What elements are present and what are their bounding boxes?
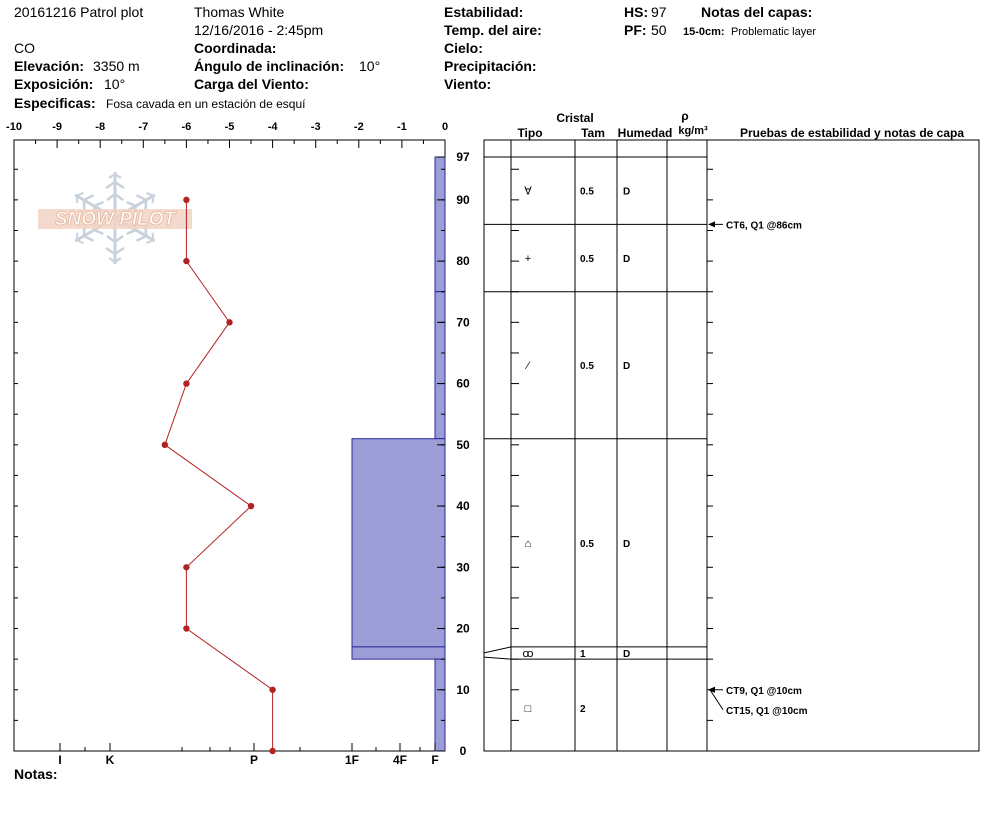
temperature-point — [226, 319, 232, 325]
grain-type-symbol: + — [524, 253, 532, 266]
layer-note-range: 15-0cm: — [683, 26, 725, 38]
header-tests: Pruebas de estabilidad y notas de capa — [739, 126, 965, 140]
hardness-bar — [352, 647, 445, 659]
elevation-label: Elevación: — [14, 58, 85, 74]
temperature-tick-label: -4 — [267, 121, 278, 133]
logo-text: SNOW PILOT — [54, 209, 176, 230]
hs-value: 97 — [651, 4, 667, 20]
header-crystal: Cristal — [556, 111, 594, 125]
hardness-tick-label: 4F — [392, 753, 408, 767]
stability-test-label: CT6, Q1 @86cm — [726, 220, 802, 232]
temperature-point — [183, 625, 189, 631]
temperature-point — [183, 197, 189, 203]
height-tick-label: 70 — [456, 315, 470, 330]
hardness-tick-label: F — [431, 753, 439, 767]
hardness-tick-label: 1F — [344, 753, 360, 767]
temperature-tick-label: -10 — [6, 121, 22, 133]
layer-connector — [484, 657, 511, 659]
temperature-point — [183, 258, 189, 264]
pf-label: PF: — [624, 22, 647, 38]
grain-type-symbol: ꝏ — [522, 648, 534, 661]
hardness-tick-label: P — [249, 753, 259, 767]
layer-connector — [484, 647, 511, 653]
temperature-tick-label: -9 — [52, 121, 62, 133]
header-density-unit: kg/m³ — [678, 125, 708, 137]
height-tick-label: 80 — [456, 254, 470, 269]
layer-note-text: Problematic layer — [731, 26, 816, 38]
notes-label: Notas: — [14, 766, 58, 782]
header-type: Tipo — [517, 126, 543, 140]
stability-arrow-head — [708, 221, 715, 227]
temperature-tick-label: -2 — [353, 121, 364, 133]
aspect-value: 10° — [104, 76, 126, 92]
height-tick-label: 90 — [456, 192, 470, 207]
wind-label: Viento: — [444, 76, 492, 92]
stability-arrow-line — [710, 690, 723, 710]
grain-size: 1 — [580, 649, 586, 661]
specifics-value: Fosa cavada en un estación de esquí — [106, 97, 306, 111]
height-tick-label: 40 — [456, 499, 470, 514]
moisture-value: D — [623, 649, 631, 661]
grain-size: 2 — [580, 704, 586, 716]
moisture-value: D — [623, 186, 631, 198]
grain-size: 0.5 — [580, 538, 594, 550]
temperature-point — [162, 442, 168, 448]
height-tick-label: 20 — [456, 621, 470, 636]
hardness-bar — [435, 659, 445, 751]
header-rho: ρ — [681, 109, 689, 123]
hardness-tick-label: K — [105, 753, 115, 767]
header-size: Tam — [581, 126, 605, 140]
precipitation-label: Precipitación: — [444, 58, 537, 74]
grain-type-symbol: □ — [524, 703, 532, 716]
height-tick-label: 60 — [456, 376, 470, 391]
location: CO — [14, 40, 35, 56]
height-tick-label: 10 — [456, 682, 470, 697]
temperature-tick-label: -8 — [95, 121, 106, 133]
air-temp-label: Temp. del aire: — [444, 22, 542, 38]
coordinate-label: Coordinada: — [194, 40, 277, 56]
height-tick-label: 97 — [456, 150, 470, 164]
temperature-point — [248, 503, 254, 509]
elevation-value: 3350 m — [93, 58, 140, 74]
stability-test-label: CT15, Q1 @10cm — [726, 705, 808, 717]
temperature-point — [269, 687, 275, 693]
temperature-tick-label: -5 — [224, 121, 235, 133]
temperature-point — [269, 748, 275, 754]
header-moisture: Humedad — [617, 126, 673, 140]
grain-size: 0.5 — [580, 186, 594, 198]
observation-datetime: 12/16/2016 - 2:45pm — [194, 22, 324, 38]
grain-size: 0.5 — [580, 254, 594, 266]
wind-load-label: Carga del Viento: — [194, 76, 309, 92]
observer-name: Thomas White — [194, 4, 285, 20]
hardness-bar — [352, 439, 445, 647]
height-tick-label: 30 — [456, 560, 470, 575]
moisture-value: D — [623, 361, 631, 373]
grain-type-symbol: ∀ — [524, 185, 532, 198]
temperature-tick-label: -3 — [310, 121, 321, 133]
moisture-value: D — [623, 254, 631, 266]
temperature-tick-label: -7 — [138, 121, 149, 133]
specifics-label: Especificas: — [14, 95, 96, 111]
stability-test-label: CT9, Q1 @10cm — [726, 685, 802, 697]
temperature-tick-label: 0 — [441, 121, 449, 133]
hs-label: HS: — [624, 4, 649, 20]
temperature-tick-label: -6 — [181, 121, 192, 133]
temperature-profile-line — [165, 200, 273, 751]
plot-title: 20161216 Patrol plot — [14, 4, 144, 20]
hardness-tick-label: I — [58, 753, 62, 767]
layer-notes-label: Notas del capas: — [701, 4, 813, 20]
grain-size: 0.5 — [580, 361, 594, 373]
sky-label: Cielo: — [444, 40, 483, 56]
temperature-point — [183, 380, 189, 386]
aspect-label: Exposición: — [14, 76, 94, 92]
pf-value: 50 — [651, 22, 667, 38]
stability-label: Estabilidad: — [444, 4, 524, 20]
height-tick-label: 0 — [459, 744, 467, 758]
height-tick-label: 50 — [456, 437, 470, 452]
moisture-value: D — [623, 538, 631, 550]
grain-type-symbol: ⁄ — [527, 360, 529, 373]
hardness-bar — [435, 292, 445, 439]
temperature-point — [183, 564, 189, 570]
slope-label: Ángulo de inclinación: — [194, 58, 345, 74]
temperature-tick-label: -1 — [397, 121, 407, 133]
grain-type-symbol: ⌂ — [524, 537, 532, 550]
slope-value: 10° — [359, 58, 381, 74]
hardness-bar — [435, 157, 445, 292]
